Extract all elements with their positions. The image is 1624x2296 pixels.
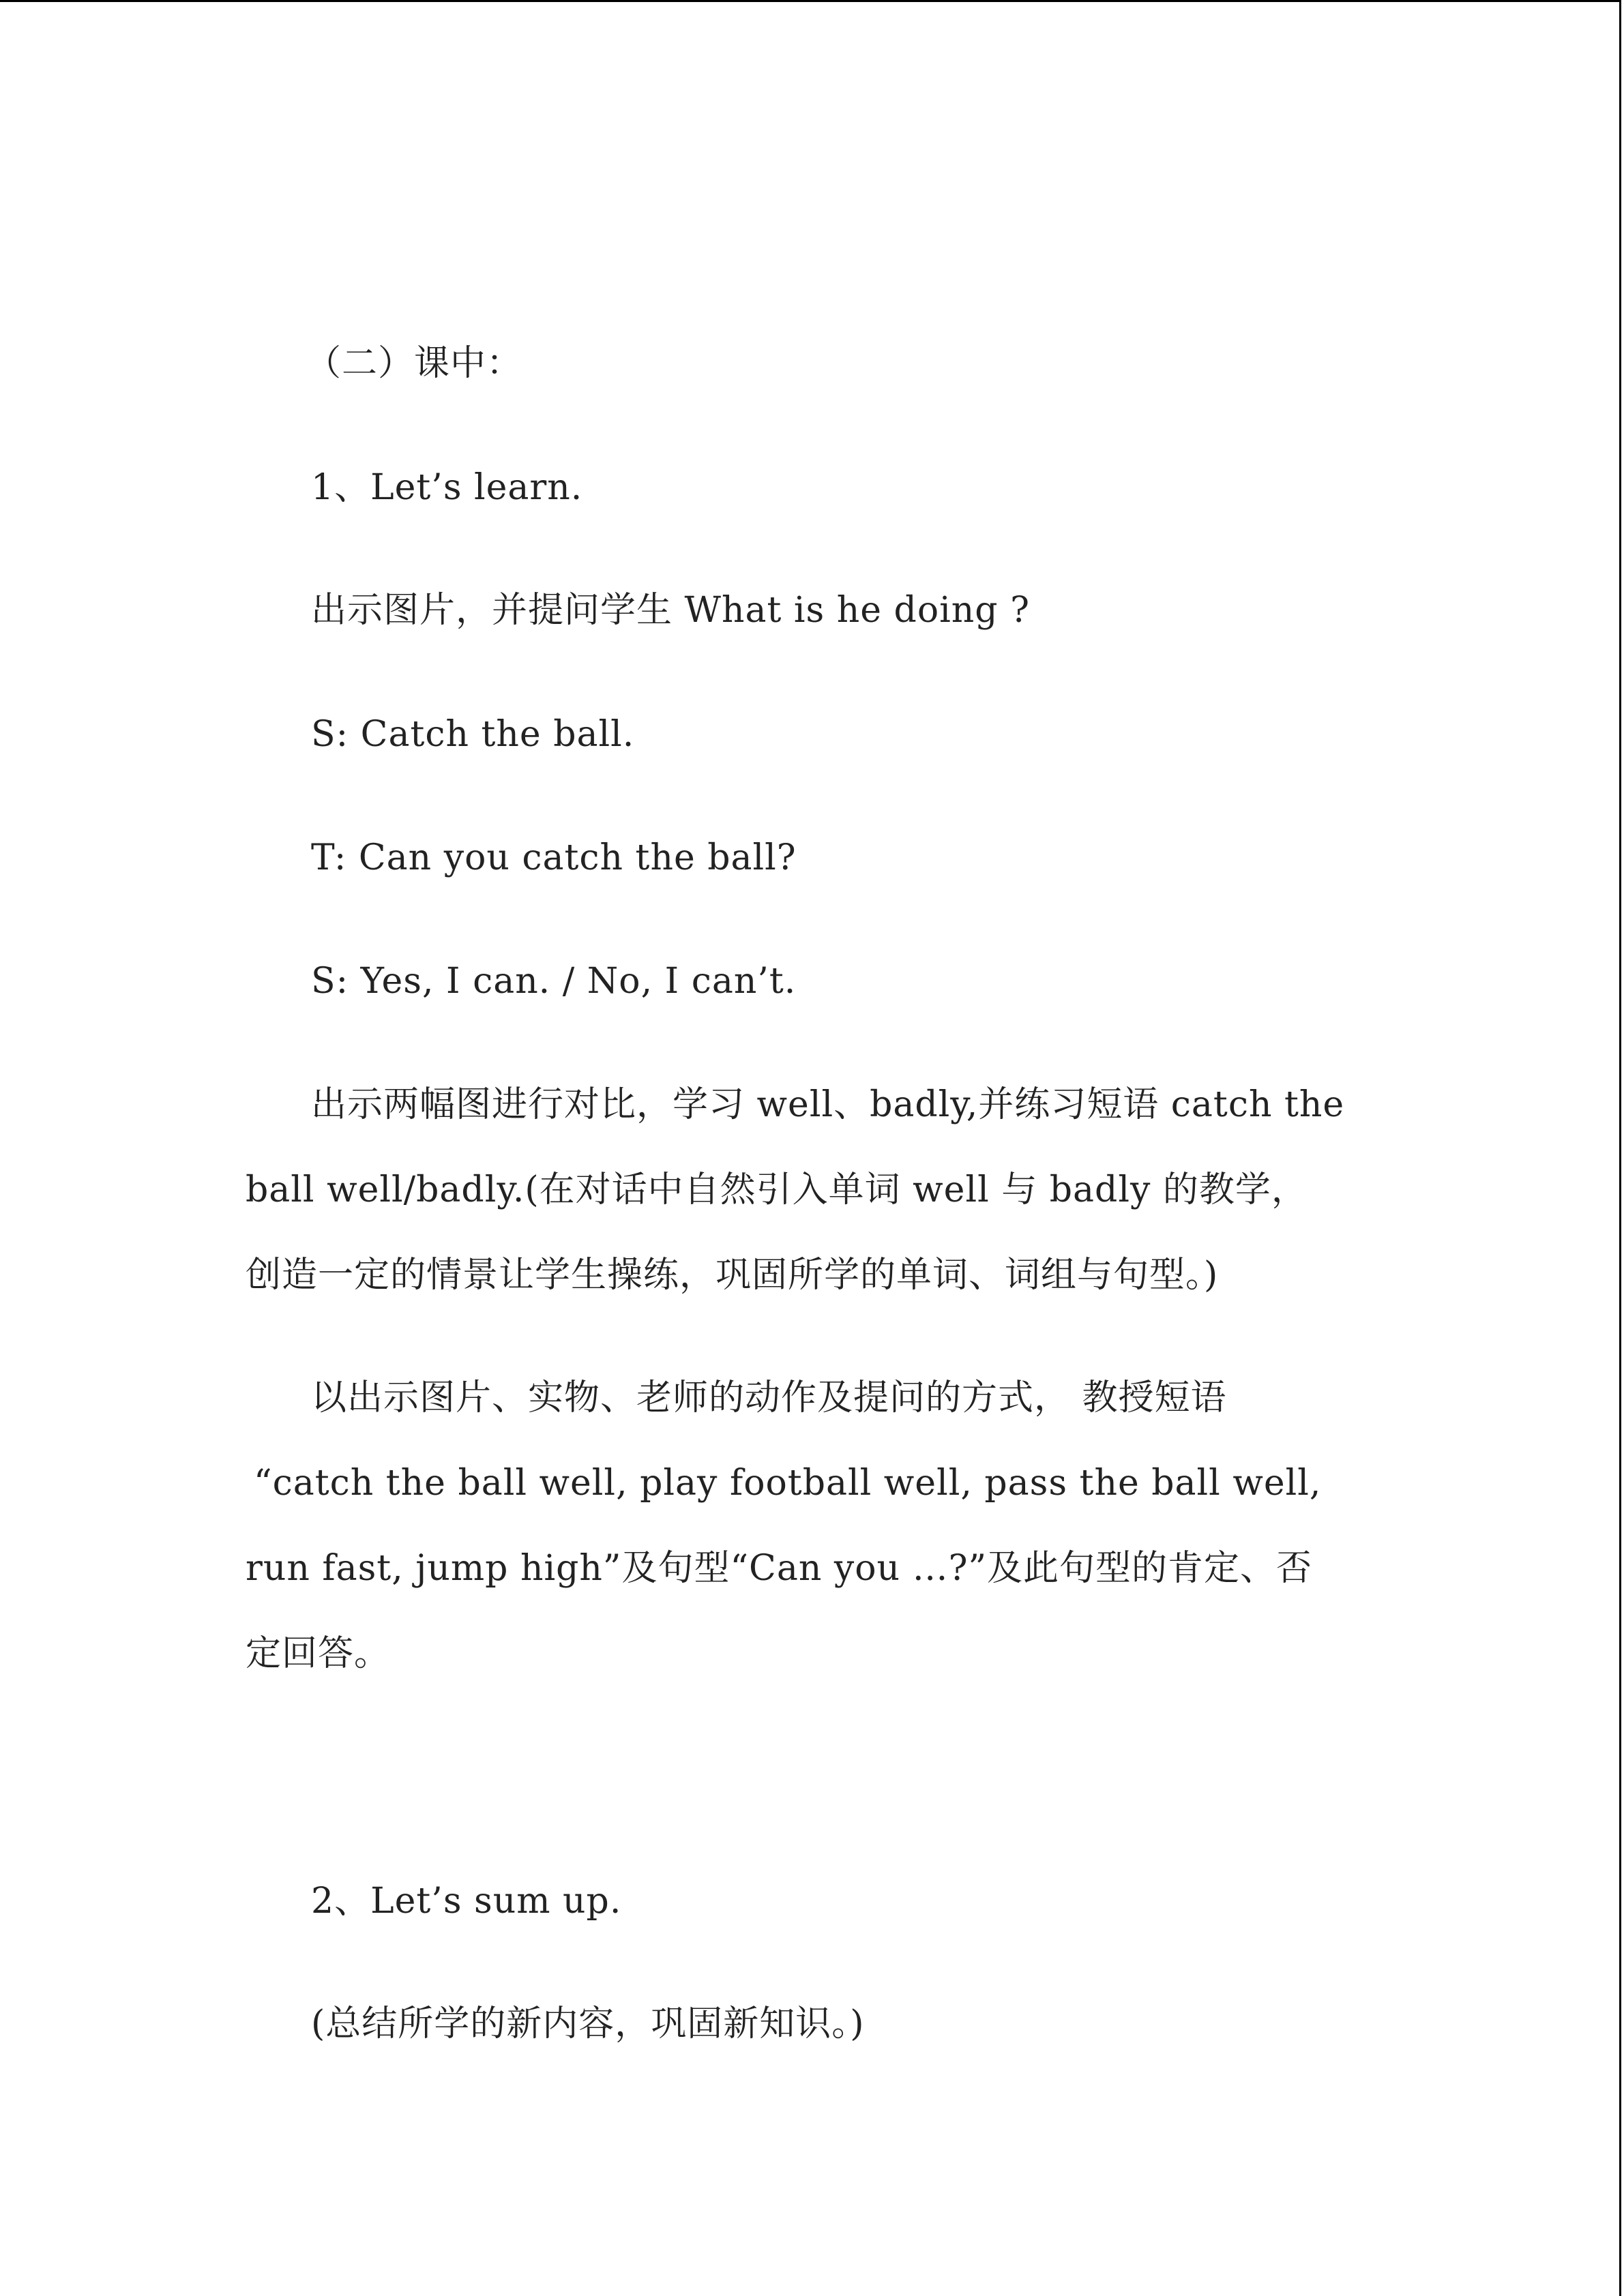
paragraph-1-line-1: 出示两幅图进行对比，学习 well、badly,并练习短语 catch the [311,1084,1345,1125]
paragraph-1-line-3: 创造一定的情景让学生操练，巩固所学的单词、词组与句型。) [246,1255,1219,1296]
item-2-note: (总结所学的新内容，巩固新知识。) [311,2003,865,2044]
dialog-student-1: S: Catch the ball. [311,714,635,755]
paragraph-2-line-1: 以出示图片、实物、老师的动作及提问的方式， 教授短语 [311,1377,1227,1418]
item-1-title: 1、Let’s learn. [311,467,583,508]
item-2-title: 2、Let’s sum up. [311,1881,622,1922]
paragraph-2-line-3: run fast, jump high”及句型“Can you …?”及此句型的肯定、否 [246,1548,1313,1589]
dialog-student-2: S: Yes, I can. / No, I can’t. [311,961,797,1002]
section-heading: （二）课中： [306,343,523,384]
dialog-teacher-1: T: Can you catch the ball? [311,837,797,878]
paragraph-1-line-2: ball well/badly.(在对话中自然引入单词 well 与 badly 的教学， [246,1169,1308,1210]
paragraph-2-line-4: 定回答。 [246,1633,391,1674]
paragraph-2-line-2: “catch the ball well, play football well, pass the ball well, [254,1463,1322,1504]
item-1-prompt: 出示图片，并提问学生 What is he doing ? [311,590,1030,631]
